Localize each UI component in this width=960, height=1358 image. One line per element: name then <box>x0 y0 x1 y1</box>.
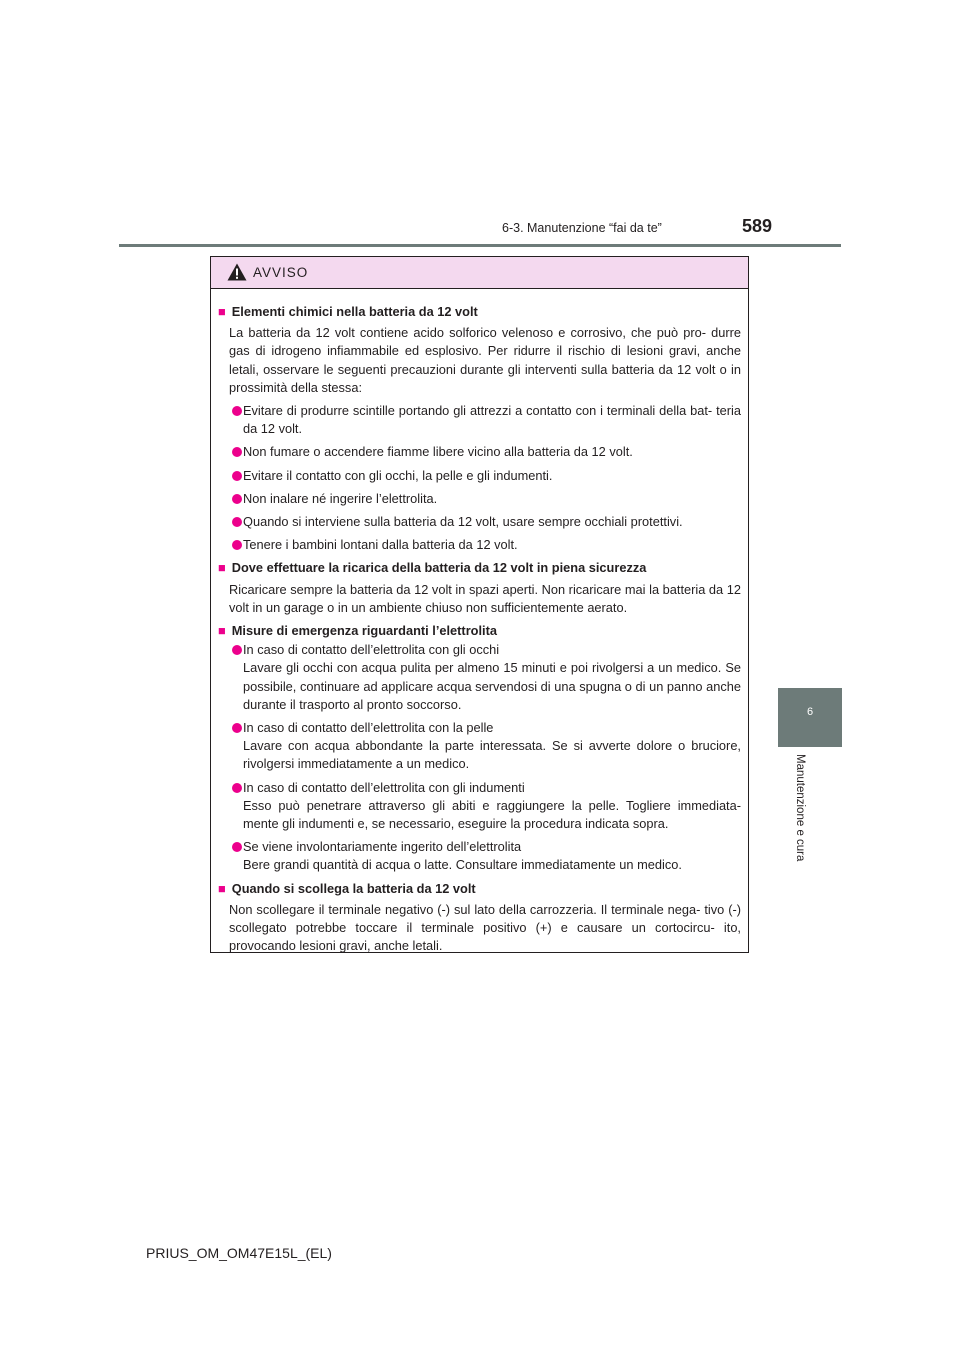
section-title: ■ Elementi chimici nella batteria da 12 volt <box>218 304 478 319</box>
round-bullet-icon <box>232 645 242 655</box>
square-bullet-icon: ■ <box>218 623 226 639</box>
chapter-label: Manutenzione e cura <box>794 754 806 862</box>
round-bullet-icon <box>232 540 242 550</box>
round-bullet-icon <box>232 783 242 793</box>
section-paragraph: Non scollegare il terminale negativo (-) sul lato della carrozzeria. Il terminale nega- tivo (-) scollegato potrebbe toccare il terminale positivo (+) e causare un cortocircu- ito, provocando lesioni gravi, anche letali. <box>229 901 741 954</box>
warning-title: AVVISO <box>253 265 309 280</box>
section-paragraph: Ricaricare sempre la batteria da 12 volt in spazi aperti. Non ricaricare mai la batteria da 12 volt in un garage o in un ambiente chiuso non sufficientemente aerato. <box>229 581 741 615</box>
round-bullet-icon <box>232 517 242 527</box>
round-bullet-icon <box>232 471 242 481</box>
section-title: ■ Quando si scollega la batteria da 12 volt <box>218 880 476 896</box>
page-number: 589 <box>742 216 773 236</box>
list-item: Non inalare né ingerire l’elettrolita. <box>218 490 741 508</box>
section-title: ■ Dove effettuare la ricarica della batteria da 12 volt in piena sicurezza <box>218 560 647 576</box>
section-paragraph: La batteria da 12 volt contiene acido solforico velenoso e corrosivo, che può pro- durre gas di idrogeno infiammabile ed esplosivo. Per ridurre il rischio di lesioni gravi, anche letali, osservare le seguenti precauzioni durante gli interventi sulla batteria da 12 volt o in prossimità della stessa: <box>229 325 741 395</box>
list-item: In caso di contatto dell’elettrolita con gli indumenti Esso può penetrare attraverso gli abiti e raggiungere la pelle. Togliere immediata- mente gli indumenti e, se necessario, eseguire la procedura indicata sopra. <box>218 779 741 834</box>
round-bullet-icon <box>232 447 242 457</box>
list-item: Non fumare o accendere fiamme libere vicino alla batteria da 12 volt. <box>218 443 741 461</box>
list-item: Evitare il contatto con gli occhi, la pelle e gli indumenti. <box>218 467 741 485</box>
list-item: Evitare di produrre scintille portando gli attrezzi a contatto con i terminali della bat- teria da 12 volt. <box>218 402 741 438</box>
square-bullet-icon: ■ <box>218 880 226 896</box>
warning-header <box>211 257 748 289</box>
list-item: Quando si interviene sulla batteria da 12 volt, usare sempre occhiali protettivi. <box>218 513 741 531</box>
warning-box <box>210 256 749 953</box>
round-bullet-icon <box>232 406 242 416</box>
section-title: ■ Misure di emergenza riguardanti l’elettrolita <box>218 623 497 639</box>
warning-triangle-icon <box>227 263 247 281</box>
list-item: In caso di contatto dell’elettrolita con la pelle Lavare con acqua abbondante la parte interessata. Se si avverte dolore o bruciore, rivolgersi immediatamente a un medico. <box>218 719 741 774</box>
round-bullet-icon <box>232 494 242 504</box>
section-heading: 6-3. Manutenzione “fai da te” <box>502 221 662 235</box>
header-divider <box>119 244 841 247</box>
square-bullet-icon: ■ <box>218 560 226 576</box>
round-bullet-icon <box>232 842 242 852</box>
chapter-tab <box>778 688 842 747</box>
square-bullet-icon: ■ <box>218 304 226 319</box>
list-item: Se viene involontariamente ingerito dell’elettrolita Bere grandi quantità di acqua o latte. Consultare immediatamente un medico. <box>218 838 741 874</box>
warning-content <box>211 289 748 956</box>
list-item: Tenere i bambini lontani dalla batteria da 12 volt. <box>218 536 741 554</box>
footer-document-code: PRIUS_OM_OM47E15L_(EL) <box>146 1245 332 1261</box>
round-bullet-icon <box>232 723 242 733</box>
list-item: In caso di contatto dell’elettrolita con gli occhi Lavare gli occhi con acqua pulita per almeno 15 minuti e poi rivolgersi a un medico. Se possibile, continuare ad applicare acqua servendosi di una spugna o di un panno anche durante il trasporto al pronto soccorso. <box>218 641 741 714</box>
chapter-number: 6 <box>806 706 814 718</box>
